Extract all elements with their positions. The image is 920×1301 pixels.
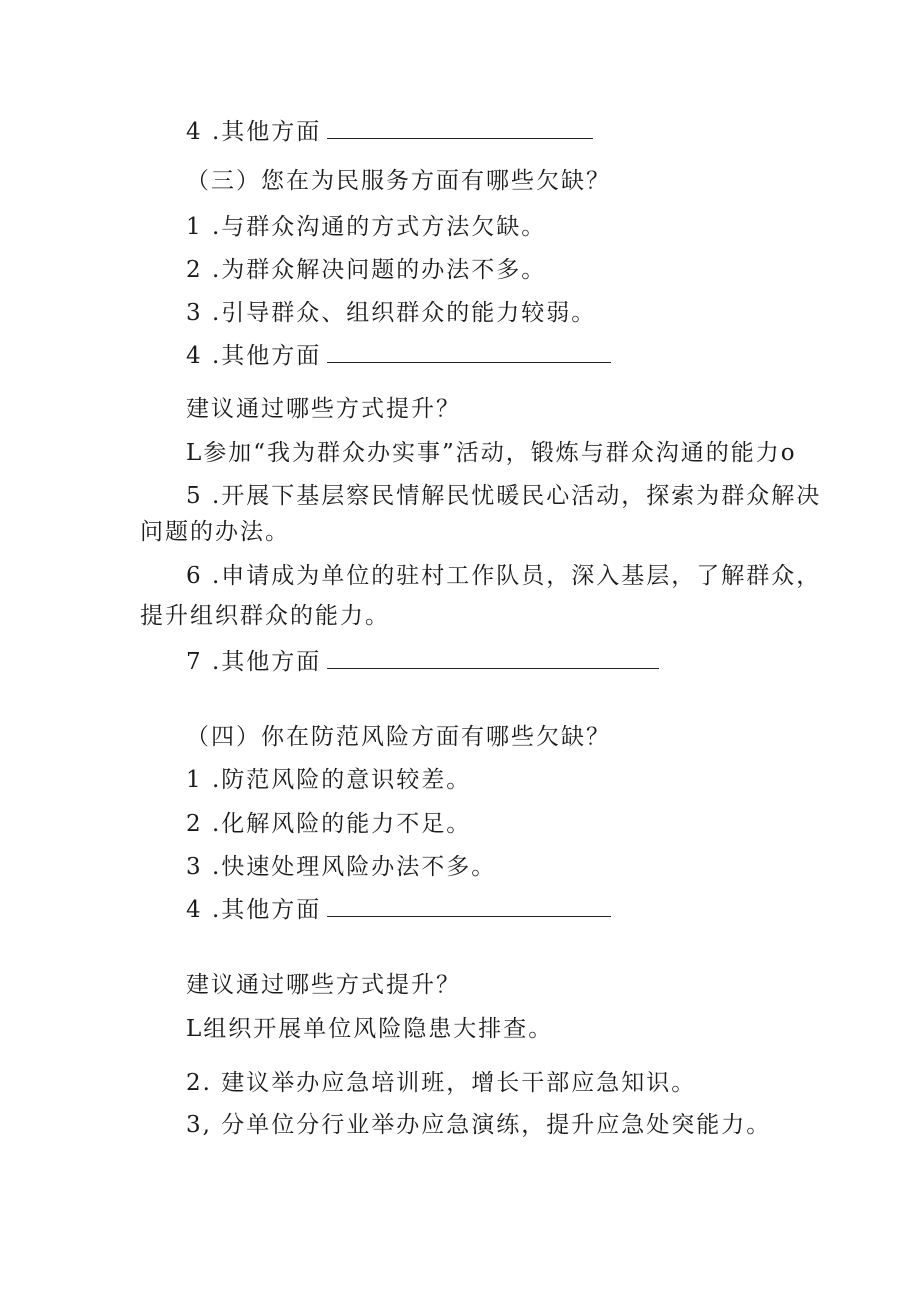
line-10: 问题的办法。 — [140, 519, 290, 545]
line-22: 3, 分单位分行业举办应急演练，提升应急处突能力。 — [186, 1112, 772, 1138]
fill-blank — [327, 342, 611, 363]
line-6: 4 .其他方面 — [186, 341, 611, 371]
section-three-heading: （三）您在为民服务方面有哪些欠缺？ — [186, 168, 611, 194]
line-18: 4 .其他方面 — [186, 895, 611, 925]
line-16: 2 .化解风险的能力不足。 — [186, 811, 472, 837]
fill-blank — [327, 896, 611, 917]
line-20: L组织开展单位风险隐患大排查。 — [186, 1016, 554, 1042]
line-21: 2. 建议举办应急培训班，增长干部应急知识。 — [186, 1070, 697, 1096]
line-1: 4 .其他方面 — [186, 117, 593, 147]
line-12: 提升组织群众的能力。 — [140, 603, 390, 629]
line-9: 5 .开展下基层察民情解民忧暖民心活动，探索为群众解决 — [186, 483, 822, 509]
line-8: L参加“我为群众办实事”活动，锻炼与群众沟通的能力o — [186, 440, 797, 466]
line-17: 3 .快速处理风险办法不多。 — [186, 854, 497, 880]
fill-blank — [327, 648, 659, 669]
fill-blank — [327, 118, 593, 139]
line-5: 3 .引导群众、组织群众的能力较弱。 — [186, 300, 597, 326]
line-3: 1 .与群众沟通的方式方法欠缺。 — [186, 214, 547, 240]
suggestion-heading-1: 建议通过哪些方式提升？ — [186, 396, 461, 422]
section-four-heading: （四）你在防范风险方面有哪些欠缺？ — [186, 724, 611, 750]
line-15: 1 .防范风险的意识较差。 — [186, 767, 472, 793]
line-11: 6 .申请成为单位的驻村工作队员，深入基层，了解群众， — [186, 563, 822, 589]
suggestion-heading-2: 建议通过哪些方式提升？ — [186, 972, 461, 998]
line-4: 2 .为群众解决问题的办法不多。 — [186, 257, 547, 283]
line-13: 7 .其他方面 — [186, 647, 659, 677]
